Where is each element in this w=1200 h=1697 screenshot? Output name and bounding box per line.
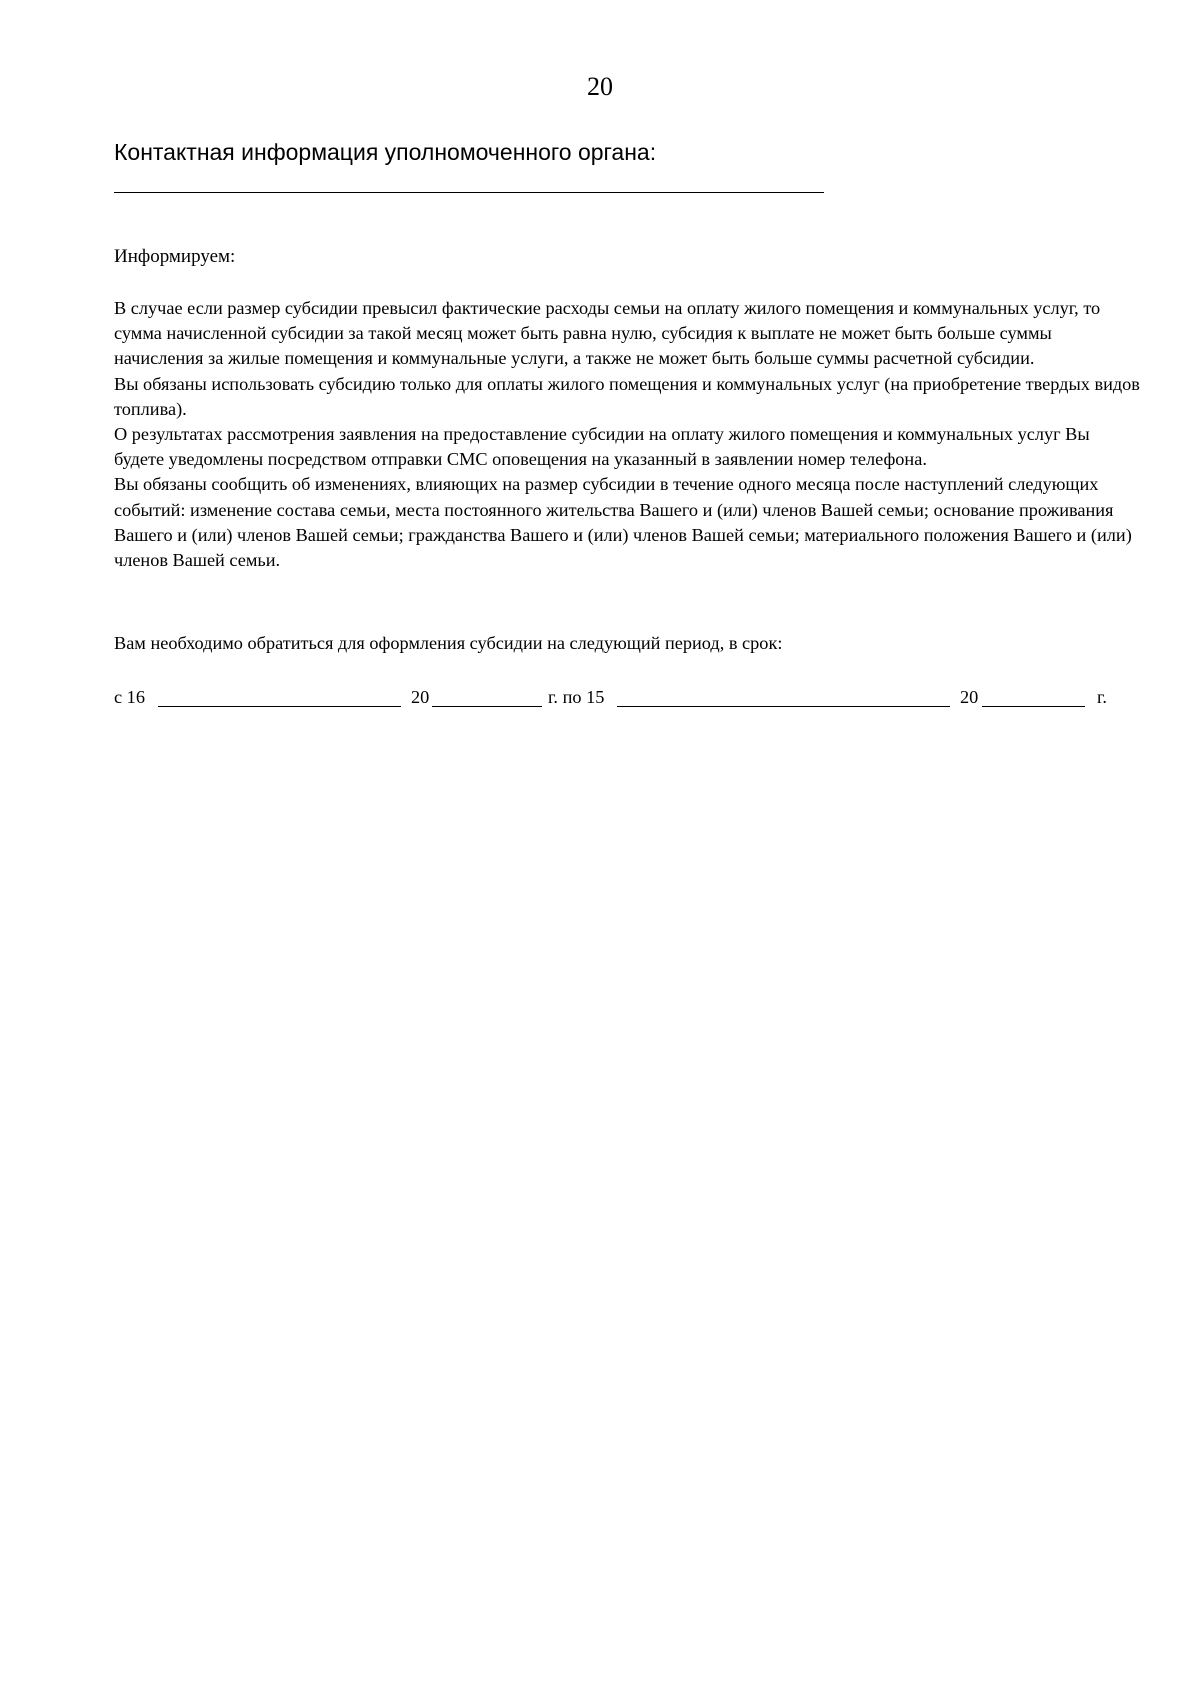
- period-to-date-blank[interactable]: [617, 706, 950, 707]
- period-year-prefix-2: 20: [960, 687, 979, 707]
- contact-info-blank-line-tail: [795, 192, 824, 193]
- contact-info-blank-line: [114, 192, 819, 193]
- period-from-date-blank[interactable]: [158, 706, 401, 707]
- deadline-intro: Вам необходимо обратиться для оформления субсидии на следующий период, в срок:: [114, 633, 783, 653]
- page-number: 20: [587, 72, 613, 101]
- contact-info-heading: Контактная информация уполномоченного органа:: [114, 139, 657, 165]
- inform-paragraph-report-changes: Вы обязаны сообщить об изменениях, влияющих на размер субсидии в течение одного месяца после наступлений следующих событий: изменение состава семьи, места постоянного жительства Вашего и (или) членов Вашей семьи; основание проживания Вашего и (или) членов Вашей семьи; гражданства Вашего и (или) членов Вашей семьи; материального положения Вашего и (или) членов Вашей семьи.: [114, 474, 1132, 571]
- period-to-year-blank[interactable]: [982, 706, 1085, 707]
- period-to-prefix: г. по 15: [548, 687, 605, 707]
- period-from-year-blank[interactable]: [432, 706, 542, 707]
- inform-paragraph-subsidy-limit: В случае если размер субсидии превысил фактические расходы семьи на оплату жилого помещения и коммунальных услуг, то сумма начисленной субсидии за такой месяц может быть равна нулю, субсидия к выплате не может быть больше суммы начисления за жилые помещения и коммунальные услуги, а также не может быть больше суммы расчетной субсидии.: [114, 298, 1101, 369]
- inform-heading: Информируем:: [114, 246, 236, 267]
- period-year-prefix-1: 20: [411, 687, 430, 707]
- period-suffix: г.: [1097, 687, 1108, 707]
- inform-paragraph-subsidy-use: Вы обязаны использовать субсидию только для оплаты жилого помещения и коммунальных услуг (на приобретение твердых видов топлива).: [114, 373, 1140, 419]
- inform-paragraph-sms-notice: О результатах рассмотрения заявления на предоставление субсидии на оплату жилого помещения и коммунальных услуг Вы будете уведомлены посредством отправки СМС оповещения на указанный в заявлении номер телефона.: [114, 424, 1090, 470]
- inform-body: [114, 296, 1144, 573]
- period-from-prefix: с 16: [114, 687, 145, 707]
